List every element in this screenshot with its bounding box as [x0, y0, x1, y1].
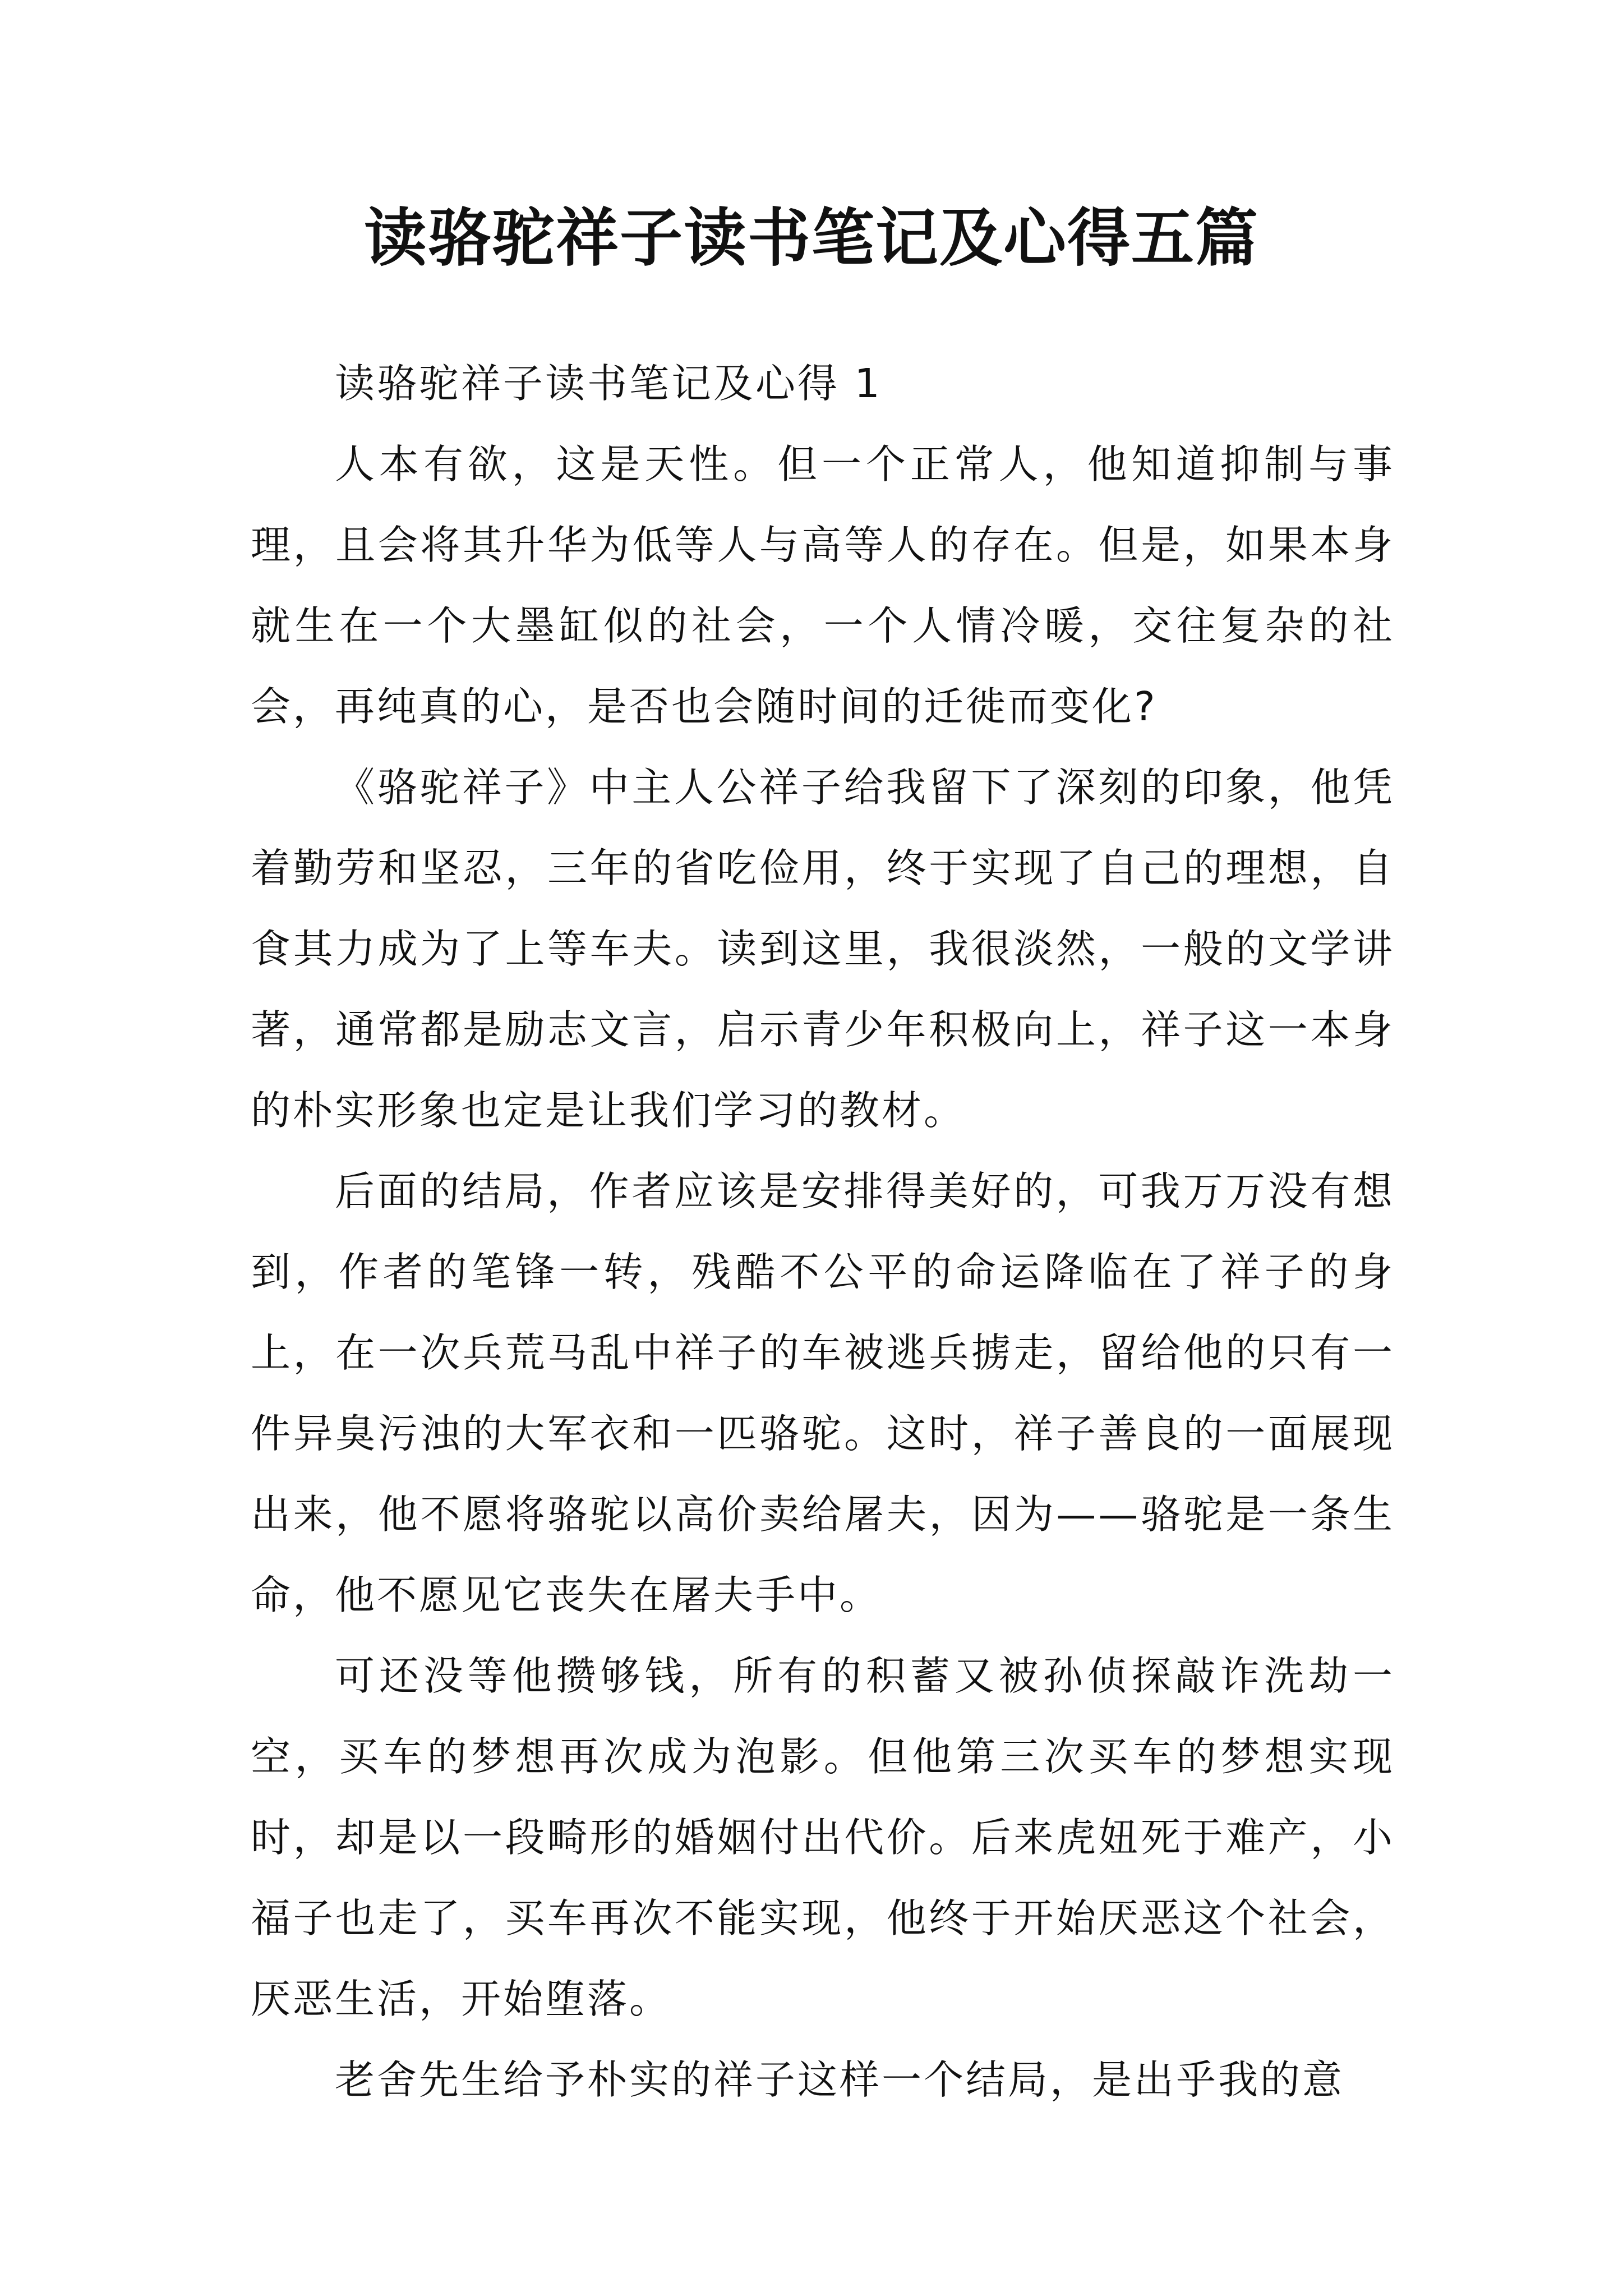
document-title: 读骆驼祥子读书笔记及心得五篇: [364, 201, 1259, 275]
body-paragraph: 《骆驼祥子》中主人公祥子给我留下了深刻的印象，他凭着勤劳和坚忍，三年的省吃俭用，终于实现了自己的理想，自食其力成为了上等车夫。读到这里，我很淡然，一般的文学讲著，通常都是励志文言，启示青少年积极向上，祥子这一本身的朴实形象也定是让我们学习的教材。: [251, 764, 1395, 1134]
body-paragraph: 人本有欲，这是天性。但一个正常人，他知道抑制与事理，且会将其升华为低等人与高等人的存在。但是，如果本身就生在一个大墨缸似的社会，一个人情冷暖，交往复杂的社会，再纯真的心，是否也会随时间的迁徙而变化?: [251, 441, 1395, 730]
document-body: [251, 343, 1395, 2120]
body-paragraph: 老舍先生给予朴实的祥子这样一个结局，是出乎我的意: [335, 2056, 1345, 2103]
body-paragraph: 可还没等他攒够钱，所有的积蓄又被孙侦探敲诈洗劫一空，买车的梦想再次成为泡影。但他第三次买车的梦想实现时，却是以一段畸形的婚姻付出代价。后来虎妞死于难产，小福子也走了，买车再次不能实现，他终于开始厌恶这个社会，厌恶生活，开始堕落。: [251, 1653, 1395, 2022]
section-heading: 读骆驼祥子读书笔记及心得 1: [335, 360, 882, 407]
body-paragraph: 后面的结局，作者应该是安排得美好的，可我万万没有想到，作者的笔锋一转，残酷不公平的命运降临在了祥子的身上，在一次兵荒马乱中祥子的车被逃兵掳走，留给他的只有一件异臭污浊的大军衣和一匹骆驼。这时，祥子善良的一面展现出来，他不愿将骆驼以高价卖给屠夫，因为——骆驼是一条生命，他不愿见它丧失在屠夫手中。: [251, 1168, 1395, 1618]
